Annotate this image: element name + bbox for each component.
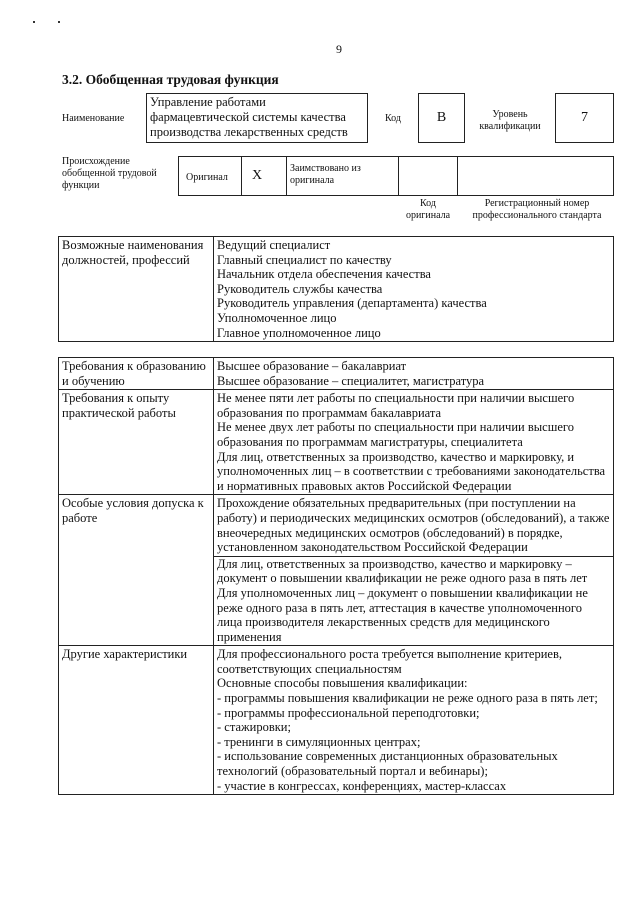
requirements-label-education: Требования к образованию и обучению <box>59 358 214 390</box>
value-line: Прохождение обязательных предварительных (при поступлении на работу) и периодических медицинских осмотров (обследований), а также внеочередных медицинских осмотров (обследований) в порядке, установленном законодательством Российской Федерации <box>217 496 610 555</box>
origin-label: Происхождение обобщенной трудовой функции <box>62 156 157 191</box>
value-line: Для профессионального роста требуется выполнение критериев, соответствующих специальностям <box>217 647 562 676</box>
requirements-value-other <box>214 646 614 795</box>
positions-label: Возможные наименования должностей, профессий <box>59 237 214 342</box>
positions-list <box>214 237 614 342</box>
code-value: B <box>436 110 447 125</box>
origin-box <box>178 156 614 196</box>
table-row <box>59 495 614 646</box>
section-title: 3.2. Обобщенная трудовая функция <box>62 72 279 87</box>
value-line: Для уполномоченных лиц – документ о повышении квалификации не реже одного раза в пять лет, аттестация в качестве уполномоченного лица производителя лекарственных средств для медицинского применения <box>217 585 588 644</box>
code-label: Код <box>385 113 401 124</box>
positions-table <box>58 236 614 342</box>
origin-divider <box>398 156 399 196</box>
level-value: 7 <box>581 110 588 125</box>
requirements-value-education <box>214 358 614 390</box>
requirements-value-experience <box>214 390 614 495</box>
position-item: Ведущий специалист <box>217 238 331 252</box>
table-row <box>59 390 614 495</box>
scan-speck <box>33 21 35 23</box>
value-line: Не менее двух лет работы по специальности при наличии высшего образования по программам магистратуры, специалитета <box>217 420 574 449</box>
value-line: - тренинги в симуляционных центрах; <box>217 734 421 749</box>
position-item: Уполномоченное лицо <box>217 310 337 325</box>
level-box <box>555 93 614 143</box>
caption-registration-number: Регистрационный номер профессионального стандарта <box>472 198 602 221</box>
page-number: 9 <box>336 42 342 56</box>
position-item: Руководитель управления (департамента) качества <box>217 296 487 311</box>
origin-divider <box>241 156 242 196</box>
position-item: Главное уполномоченное лицо <box>217 325 381 340</box>
function-name-box <box>146 93 368 143</box>
value-line: - программы повышения квалификации не реже одного раза в пять лет; <box>217 691 598 706</box>
value-line: - стажировки; <box>217 720 291 735</box>
requirements-label-special-conditions: Особые условия допуска к работе <box>59 495 214 646</box>
special-conditions-subcell <box>214 556 613 645</box>
value-line: Для лиц, ответственных за производство, качество и маркировку, и уполномоченных лиц – в соответствии с требованиями законодательства и нормативных правовых актов Российской Федерации <box>217 449 606 493</box>
value-line: Высшее образование – бакалавриат <box>217 359 407 373</box>
name-label: Наименование <box>62 113 125 124</box>
origin-divider <box>457 156 458 196</box>
value-line: Для лиц, ответственных за производство, качество и маркировку – документ о повышении квалификации не реже одного раза в пять лет <box>217 556 588 586</box>
value-line: Не менее пяти лет работы по специальности при наличии высшего образования по программам бакалавриата <box>217 391 575 420</box>
value-line: - использование современных дистанционных образовательных технологий (образовательный портал и вебинары); <box>217 749 558 779</box>
value-line: Основные способы повышения квалификации: <box>217 676 468 691</box>
qualification-level-label: Уровень квалификации <box>479 109 541 132</box>
position-item: Начальник отдела обеспечения качества <box>217 267 431 282</box>
requirements-label-other: Другие характеристики <box>59 646 214 795</box>
position-item: Главный специалист по качеству <box>217 252 392 267</box>
requirements-table <box>58 357 614 795</box>
value-line: - участие в конгрессах, конференциях, мастер-классах <box>217 778 507 793</box>
value-line: Высшее образование – специалитет, магистратура <box>217 373 485 388</box>
original-label: Оригинал <box>186 172 228 183</box>
scan-speck <box>58 21 60 23</box>
value-line: - программы профессиональной переподготовки; <box>217 705 480 720</box>
caption-code-original: Код оригинала <box>405 198 451 221</box>
table-row <box>59 358 614 390</box>
position-item: Руководитель службы качества <box>217 281 383 296</box>
table-row <box>59 646 614 795</box>
origin-divider <box>286 156 287 196</box>
borrowed-label: Заимствовано из оригинала <box>290 163 361 186</box>
code-box <box>418 93 465 143</box>
requirements-value-special-conditions <box>214 495 614 646</box>
requirements-label-experience: Требования к опыту практической работы <box>59 390 214 495</box>
function-name-value: Управление работами фармацевтической системы качества производства лекарственных средств <box>150 95 348 139</box>
original-mark: X <box>252 168 263 183</box>
